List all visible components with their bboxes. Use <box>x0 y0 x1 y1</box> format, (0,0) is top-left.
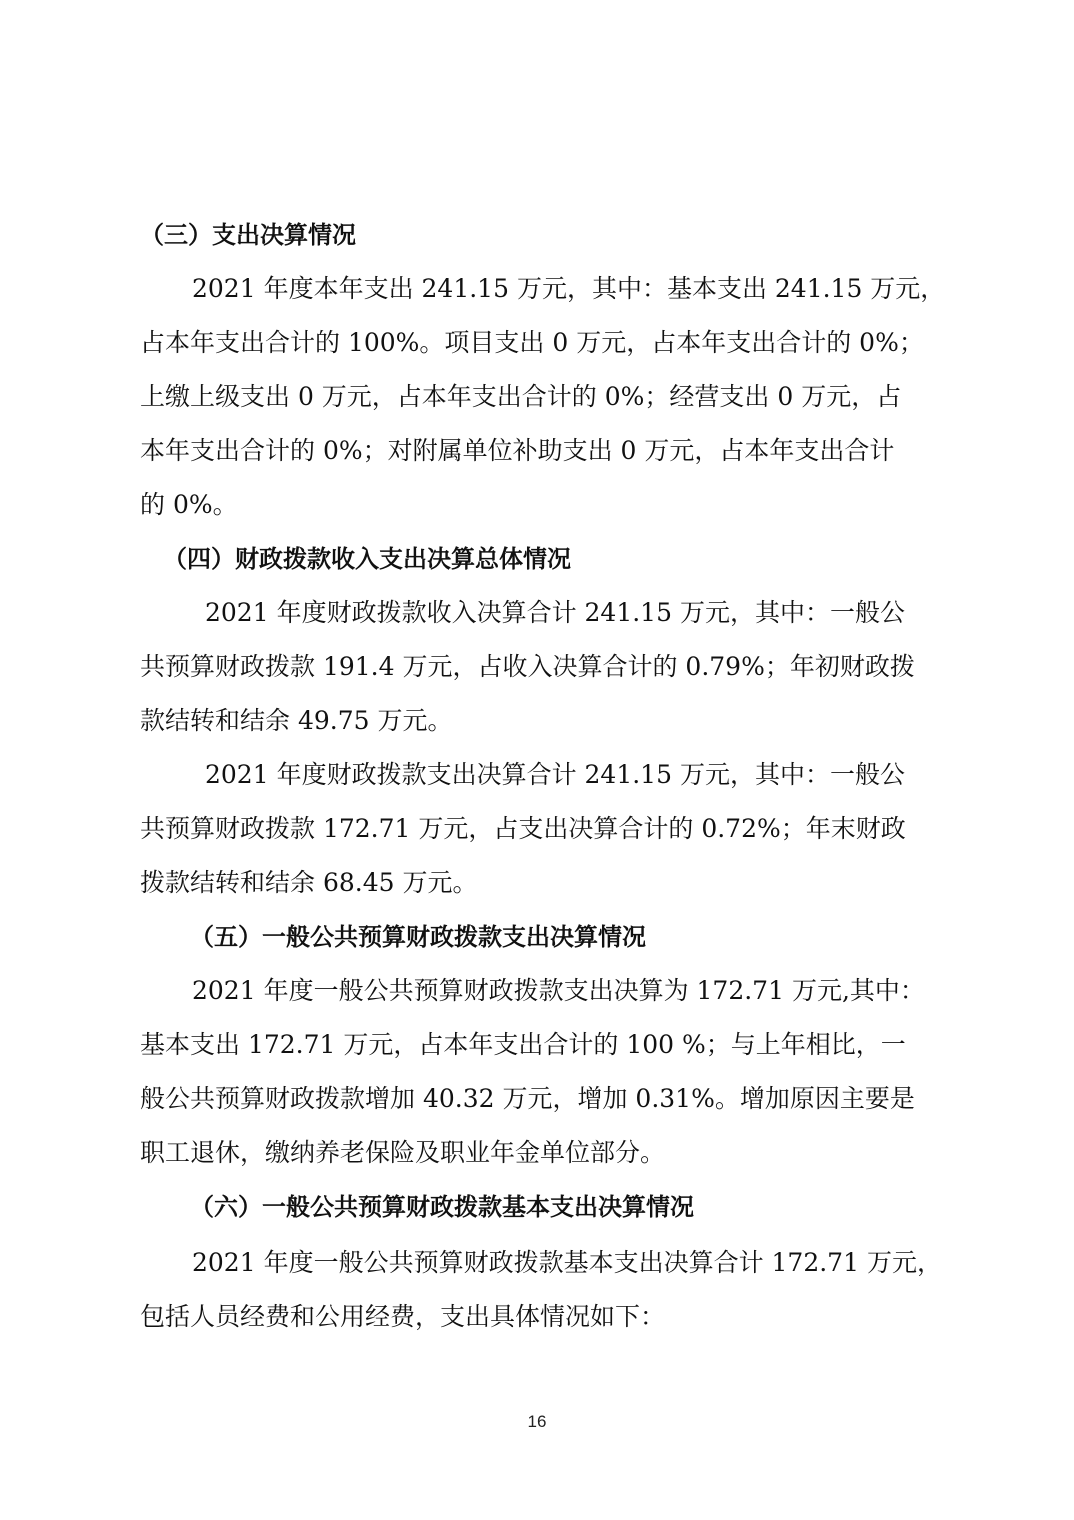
paragraph-line: 共预算财政拨款 172.71 万元，占支出决算合计的 0.72%；年末财政 <box>140 814 906 843</box>
paragraph-line: 上缴上级支出 0 万元，占本年支出合计的 0%；经营支出 0 万元，占 <box>140 382 902 411</box>
section-heading-3: （三）支出决算情况 <box>140 221 356 249</box>
section-heading-6: （六）一般公共预算财政拨款基本支出决算情况 <box>190 1193 694 1221</box>
paragraph-line: 2021 年度一般公共预算财政拨款基本支出决算合计 172.71 万元， <box>192 1248 942 1277</box>
page-number: 16 <box>527 1412 547 1431</box>
paragraph-line: 拨款结转和结余 68.45 万元。 <box>140 868 478 897</box>
paragraph-line: 2021 年度本年支出 241.15 万元，其中：基本支出 241.15 万元， <box>192 274 946 303</box>
paragraph-line: 占本年支出合计的 100%。项目支出 0 万元，占本年支出合计的 0%； <box>140 328 924 357</box>
paragraph-line: 基本支出 172.71 万元，占本年支出合计的 100 %；与上年相比，一 <box>140 1030 906 1059</box>
paragraph-line: 共预算财政拨款 191.4 万元，占收入决算合计的 0.79%；年初财政拨 <box>140 652 915 681</box>
paragraph-line: 2021 年度财政拨款收入决算合计 241.15 万元，其中：一般公 <box>205 598 905 627</box>
paragraph-line: 2021 年度一般公共预算财政拨款支出决算为 172.71 万元,其中： <box>192 976 925 1005</box>
paragraph-line: 的 0%。 <box>140 490 238 519</box>
paragraph-line: 包括人员经费和公用经费，支出具体情况如下： <box>140 1302 666 1331</box>
section-heading-4: （四）财政拨款收入支出决算总体情况 <box>163 545 571 573</box>
paragraph-line: 本年支出合计的 0%；对附属单位补助支出 0 万元，占本年支出合计 <box>140 436 895 465</box>
paragraph-line: 般公共预算财政拨款增加 40.32 万元，增加 0.31%。增加原因主要是 <box>140 1084 915 1113</box>
paragraph-line: 款结转和结余 49.75 万元。 <box>140 706 453 735</box>
section-heading-5: （五）一般公共预算财政拨款支出决算情况 <box>190 923 646 951</box>
paragraph-line: 职工退休，缴纳养老保险及职业年金单位部分。 <box>140 1138 666 1167</box>
paragraph-line: 2021 年度财政拨款支出决算合计 241.15 万元，其中：一般公 <box>205 760 905 789</box>
